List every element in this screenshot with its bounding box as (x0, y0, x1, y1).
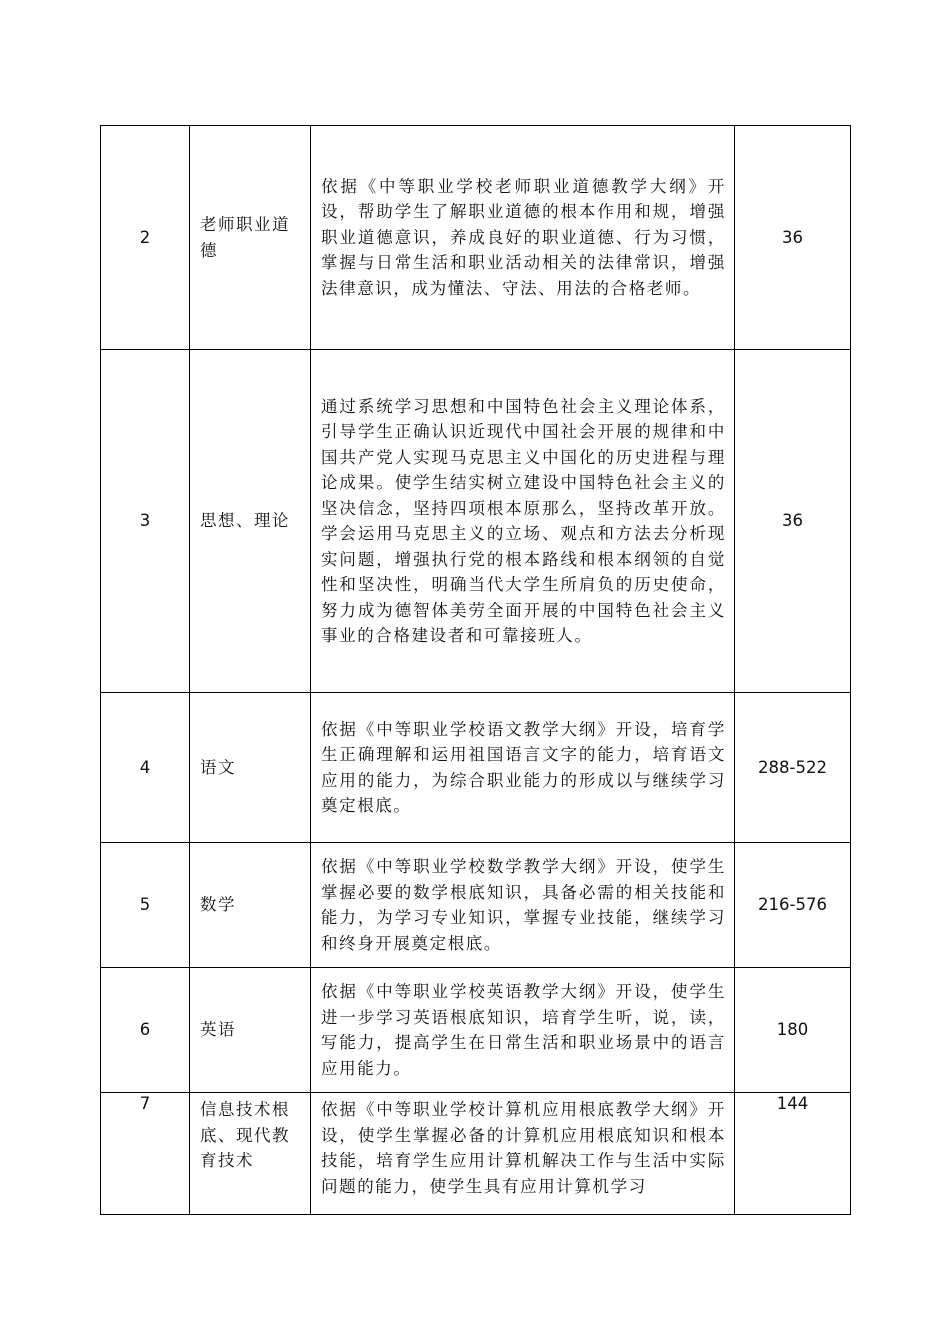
table-row (101, 843, 851, 968)
course-number: 2 (101, 126, 190, 350)
course-name: 信息技术根底、现代教育技术 (190, 1093, 311, 1215)
course-name: 老师职业道德 (190, 126, 311, 350)
curriculum-table (100, 125, 851, 1215)
table-row (101, 693, 851, 843)
course-name: 英语 (190, 968, 311, 1093)
course-name: 思想、理论 (190, 350, 311, 693)
course-description: 依据《中等职业学校老师职业道德教学大纲》开设，帮助学生了解职业道德的根本作用和规，增强职业道德意识，养成良好的职业道德、行为习惯，掌握与日常生活和职业活动相关的法律常识，增强法律意识，成为懂法、守法、用法的合格老师。 (311, 126, 735, 350)
course-hours: 180 (735, 968, 851, 1093)
course-description: 依据《中等职业学校语文教学大纲》开设，培育学生正确理解和运用祖国语言文字的能力，培育语文应用的能力，为综合职业能力的形成以与继续学习奠定根底。 (311, 693, 735, 843)
course-hours: 36 (735, 126, 851, 350)
course-name: 语文 (190, 693, 311, 843)
table-row (101, 126, 851, 350)
course-number: 6 (101, 968, 190, 1093)
course-description: 依据《中等职业学校计算机应用根底教学大纲》开设，使学生掌握必备的计算机应用根底知识和根本技能，培育学生应用计算机解决工作与生活中实际问题的能力，使学生具有应用计算机学习 (311, 1093, 735, 1215)
course-hours: 36 (735, 350, 851, 693)
course-name: 数学 (190, 843, 311, 968)
course-number: 5 (101, 843, 190, 968)
table-row (101, 350, 851, 693)
course-hours: 216-576 (735, 843, 851, 968)
course-description: 依据《中等职业学校数学教学大纲》开设，使学生掌握必要的数学根底知识，具备必需的相关技能和能力，为学习专业知识，掌握专业技能，继续学习和终身开展奠定根底。 (311, 843, 735, 968)
course-number: 7 (101, 1093, 190, 1215)
course-hours: 288-522 (735, 693, 851, 843)
table-row (101, 1093, 851, 1215)
course-description: 依据《中等职业学校英语教学大纲》开设，使学生进一步学习英语根底知识，培育学生听，说，读，写能力，提高学生在日常生活和职业场景中的语言应用能力。 (311, 968, 735, 1093)
table-row (101, 968, 851, 1093)
course-description: 通过系统学习思想和中国特色社会主义理论体系，引导学生正确认识近现代中国社会开展的规律和中国共产党人实现马克思主义中国化的历史进程与理论成果。使学生结实树立建设中国特色社会主义的坚决信念，坚持四项根本原那么，坚持改革开放。学会运用马克思主义的立场、观点和方法去分析现实问题，增强执行党的根本路线和根本纲领的自觉性和坚决性，明确当代大学生所肩负的历史使命，努力成为德智体美劳全面开展的中国特色社会主义事业的合格建设者和可靠接班人。 (311, 350, 735, 693)
course-hours: 144 (735, 1093, 851, 1215)
course-number: 4 (101, 693, 190, 843)
course-number: 3 (101, 350, 190, 693)
